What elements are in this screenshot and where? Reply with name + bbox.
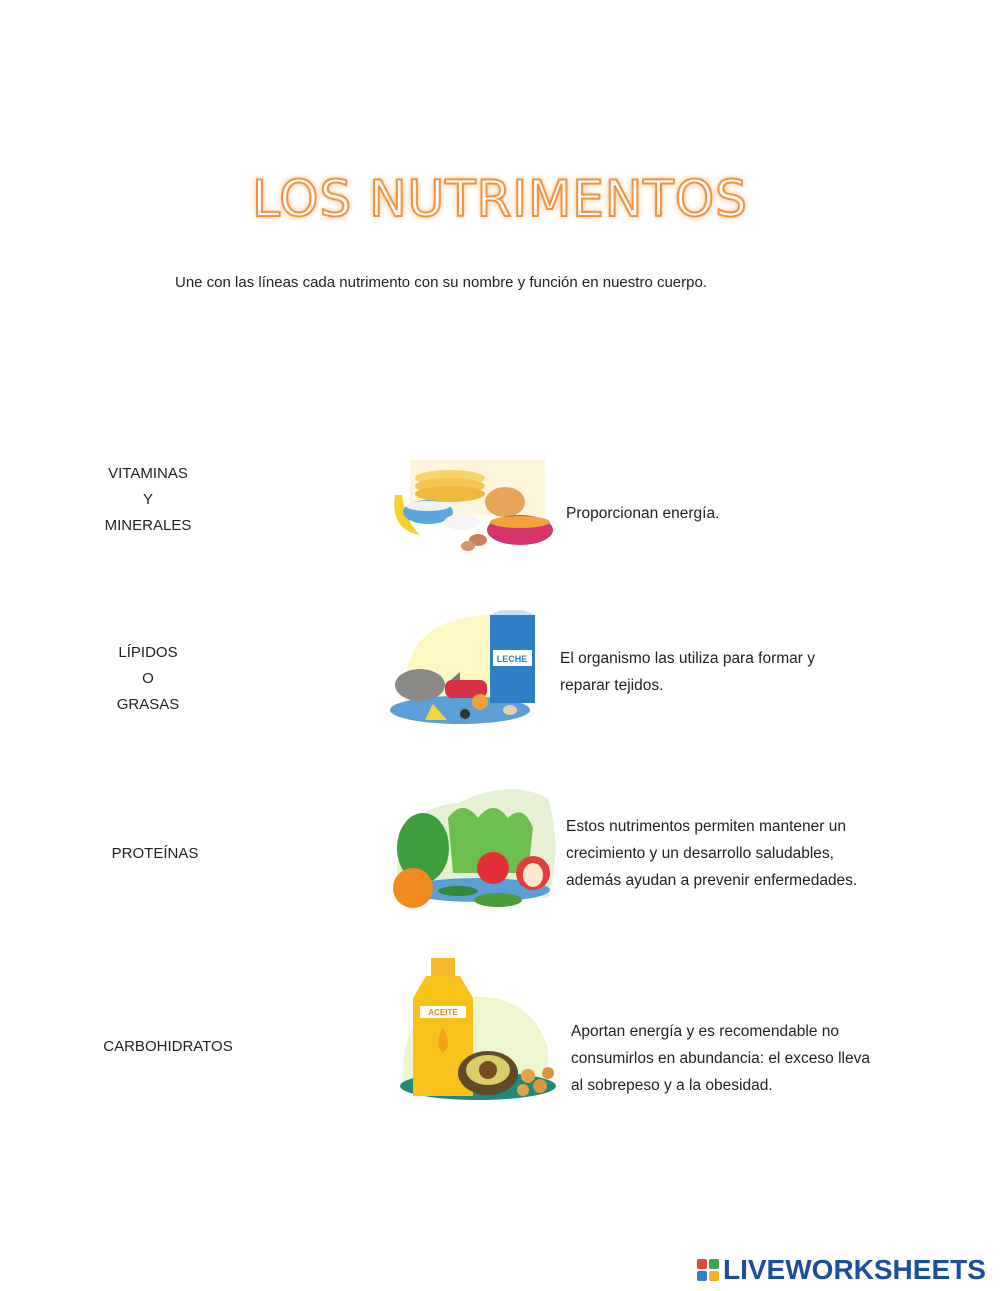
liveworksheets-logo[interactable]	[697, 1253, 986, 1287]
function-text-line: reparar tejidos.	[560, 677, 664, 694]
nutrient-label-line: MINERALES	[104, 517, 192, 534]
egg-icon	[503, 705, 517, 715]
logo-block	[709, 1259, 719, 1269]
function-proporcionan-energia[interactable]	[566, 500, 719, 527]
nutrient-lipidos-grasas[interactable]	[88, 640, 208, 718]
milk-carton-top	[490, 610, 535, 615]
logo-text: LIVEWORKSHEETS	[723, 1254, 986, 1285]
rice-pile-icon	[444, 514, 480, 530]
function-text-line: además ayudan a prevenir enfermedades.	[566, 872, 858, 889]
pasta-top	[490, 516, 550, 528]
milk-label: LECHE	[496, 654, 528, 664]
fish-icon	[395, 669, 445, 701]
cucumber-icon	[474, 893, 522, 907]
nut-icon	[517, 1084, 529, 1096]
logo-block	[697, 1259, 707, 1269]
green-bean-icon	[438, 886, 478, 896]
bean-icon	[460, 709, 470, 719]
function-text-line: al sobrepeso y a la obesidad.	[571, 1077, 773, 1094]
nut-icon	[521, 1069, 535, 1083]
instructions-text: Une con las líneas cada nutrimento con su nombre y función en nuestro cuerpo.	[175, 274, 707, 291]
nutrient-vitaminas-minerales[interactable]	[88, 461, 208, 539]
function-text-line: Aportan energía y es recomendable no	[571, 1023, 839, 1040]
function-formar-tejidos[interactable]	[560, 645, 815, 699]
avocado-seed	[479, 1061, 497, 1079]
nutrient-carbohidratos[interactable]	[98, 1034, 238, 1060]
nutrient-proteinas[interactable]	[95, 841, 215, 867]
oil-label: ACEITE	[428, 1008, 458, 1017]
function-text-line: Estos nutrimentos permiten mantener un	[566, 818, 846, 835]
nutrient-label-line: LÍPIDOS	[118, 644, 178, 661]
function-text-line: consumirlos en abundancia: el exceso lleva	[571, 1050, 870, 1067]
function-prevenir-enfermedades[interactable]	[566, 813, 857, 894]
nutrient-label-line: PROTEÍNAS	[111, 845, 199, 862]
nutrient-label-line: O	[142, 670, 154, 687]
page-title: LOS NUTRIMENTOS	[252, 170, 748, 228]
nut-icon	[533, 1079, 547, 1093]
function-aportan-energia[interactable]	[571, 1018, 870, 1099]
vitamin-foods-illustration[interactable]	[388, 778, 563, 913]
orange-icon	[393, 868, 433, 908]
apple-inside	[523, 863, 543, 887]
logo-block	[697, 1271, 707, 1281]
function-text-line: El organismo las utiliza para formar y	[560, 650, 815, 667]
nutrient-label-line: Y	[142, 491, 153, 508]
logo-blocks-icon	[697, 1259, 719, 1281]
bread-icon	[485, 487, 525, 517]
tomato-icon	[477, 852, 509, 884]
function-text-line: crecimiento y un desarrollo saludables,	[566, 845, 834, 862]
nut-icon	[542, 1067, 554, 1079]
protein-foods-illustration[interactable]	[385, 610, 545, 730]
carbohydrate-foods-illustration[interactable]	[380, 460, 560, 555]
function-text-line: Proporcionan energía.	[566, 505, 720, 522]
nut-icon	[472, 694, 488, 710]
nutrient-label-line: CARBOHIDRATOS	[103, 1038, 233, 1055]
bottle-cap-icon	[431, 958, 455, 976]
logo-block	[709, 1271, 719, 1281]
rice-top	[406, 501, 450, 511]
nutrient-label-line: VITAMINAS	[108, 465, 188, 482]
nutrient-label-line: GRASAS	[116, 696, 180, 713]
lipid-foods-illustration[interactable]	[398, 958, 563, 1103]
potato-icon	[461, 541, 475, 551]
tortilla-layer	[415, 486, 485, 502]
